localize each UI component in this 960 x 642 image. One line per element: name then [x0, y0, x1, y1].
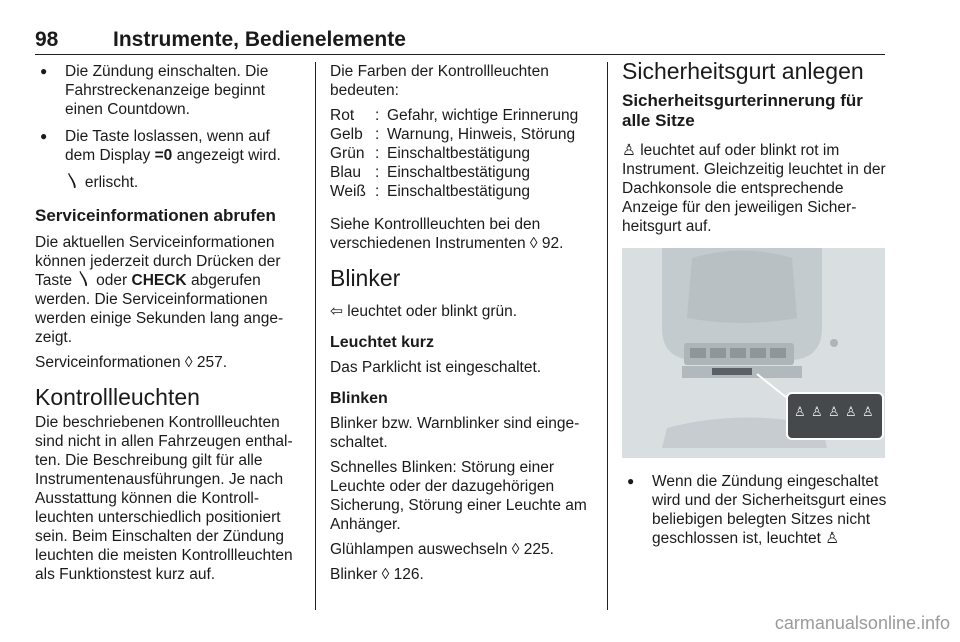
blinker-reference[interactable]: Blinker ◊ 126. — [330, 566, 424, 583]
color-row — [330, 106, 578, 125]
color-sep: : — [375, 183, 380, 200]
leuchtet-kurz-heading: Leuchtet kurz — [330, 334, 435, 351]
blinker-line: ⇦ leuchtet oder blinkt grün. — [330, 303, 518, 320]
blinken-text: Blinker bzw. Warnblinker sind eingeschaltet. — [330, 415, 580, 451]
leuchtet-kurz-text: Das Parklicht ist eingeschaltet. — [330, 359, 542, 376]
color-meaning: Gefahr, wichtige Erinnerung — [387, 107, 579, 124]
color-name: Weiß — [330, 183, 366, 200]
column-2 — [330, 62, 595, 590]
watermark: carmanualsonline.info — [774, 613, 950, 633]
bullet-zuendung: ● Die Zündung einschalten. Die Fahrstreckenanzeige beginnt einen Countdown. — [35, 62, 300, 119]
kontroll-heading: Kontrollleuchten — [35, 384, 200, 410]
column-1 — [35, 62, 300, 590]
color-row — [330, 144, 578, 163]
page-header — [35, 20, 885, 55]
display-zero: =0 — [154, 147, 173, 164]
bullet-taste-loslassen: ● Die Taste loslassen, wenn auf dem Display =0 angezeigt wird. — [35, 127, 300, 165]
color-meaning: Einschaltbestätigung — [387, 145, 531, 162]
color-name: Blau — [330, 164, 362, 181]
color-sep: : — [375, 126, 380, 143]
service-heading: Serviceinformationen abrufen — [35, 206, 276, 225]
svg-text:♙: ♙ — [828, 405, 840, 420]
color-row — [330, 125, 578, 144]
color-meaning: Warnung, Hinweis, Störung — [387, 126, 576, 143]
seatbelt-icon: ♙ — [825, 530, 840, 547]
check-key: CHECK — [131, 272, 187, 289]
erlischt-line: 〵 erlischt. — [65, 174, 139, 191]
kontroll-paragraph: Die beschriebenen Kontrollleuchten sind nicht in allen Fahrzeugen enthalten. Die Beschreibung gilt für alle Instrumentenausführungen. Je nach Ausstattung können die Kontrollleuchten unterschiedlich positioniert sein. Beim Einschalten der Zündung leuchten die meisten Kontrollleuchten als Funktionstest kurz auf. — [35, 414, 293, 583]
service-paragraph: Die aktuellen Serviceinformationen können jederzeit durch Drücken der Taste 〵 oder CHECK abgerufen werden. Die Serviceinformationen werden einige Sekunden lang angezeigt. — [35, 234, 284, 346]
color-sep: : — [375, 145, 380, 162]
gurt-paragraph: ♙ leuchtet auf oder blinkt rot im Instrument. Gleichzeitig leuchtet in der Dachkonsole die entsprechende Anzeige für den jeweiligen Sicherheitsgurt auf. — [622, 142, 886, 235]
column-divider-2 — [607, 62, 608, 610]
wrench-icon: 〵 — [76, 272, 92, 289]
blinker-heading: Blinker — [330, 265, 401, 291]
wrench-icon: 〵 — [65, 174, 81, 191]
seatbelt-icon: ♙ — [622, 142, 636, 159]
color-sep: : — [375, 107, 380, 124]
service-reference[interactable]: Serviceinformationen ◊ 257. — [35, 354, 228, 371]
color-meaning: Einschaltbestätigung — [387, 164, 531, 181]
color-sep: : — [375, 164, 380, 181]
color-name: Grün — [330, 145, 365, 162]
svg-text:♙: ♙ — [862, 405, 874, 420]
color-row — [330, 182, 578, 201]
column-divider-1 — [315, 62, 316, 610]
gurt-heading: Sicherheitsgurt anlegen — [622, 58, 864, 84]
console-illustration — [622, 248, 885, 458]
color-row — [330, 163, 578, 182]
color-table — [330, 106, 578, 201]
color-name: Rot — [330, 107, 355, 124]
color-meaning: Einschaltbestätigung — [387, 183, 531, 200]
page-number: 98 — [35, 28, 59, 51]
bullet-zuendung-gurt: ● Wenn die Zündung eingeschaltet wird und der Sicherheitsgurt eines beliebigen belegten Sitzes nicht geschlossen ist, leuchtet ♙ — [622, 472, 887, 548]
schnell-text: Schnelles Blinken: Störung einer Leuchte oder der dazugehörigen Sicherung, Störung einer Leuchte am Anhänger. — [330, 459, 587, 533]
overhead-console-photo — [622, 248, 885, 458]
farben-intro: Die Farben der Kontrollleuchten bedeuten: — [330, 63, 549, 99]
siehe-reference[interactable]: Siehe Kontrollleuchten bei den verschiedenen Instrumenten ◊ 92. — [330, 216, 564, 252]
gluehlampen-reference[interactable]: Glühlampen auswechseln ◊ 225. — [330, 541, 554, 558]
svg-text:♙: ♙ — [811, 405, 823, 420]
page-title: Instrumente, Bedienelemente — [113, 28, 406, 51]
svg-text:♙: ♙ — [794, 405, 806, 420]
color-name: Gelb — [330, 126, 363, 143]
gurt-subheading: Sicherheitsgurterinnerung für alle Sitze — [622, 91, 863, 130]
blinken-heading: Blinken — [330, 390, 388, 407]
column-3 — [622, 58, 887, 556]
svg-text:♙: ♙ — [845, 405, 857, 420]
turn-signal-icon: ⇦ — [330, 303, 343, 320]
